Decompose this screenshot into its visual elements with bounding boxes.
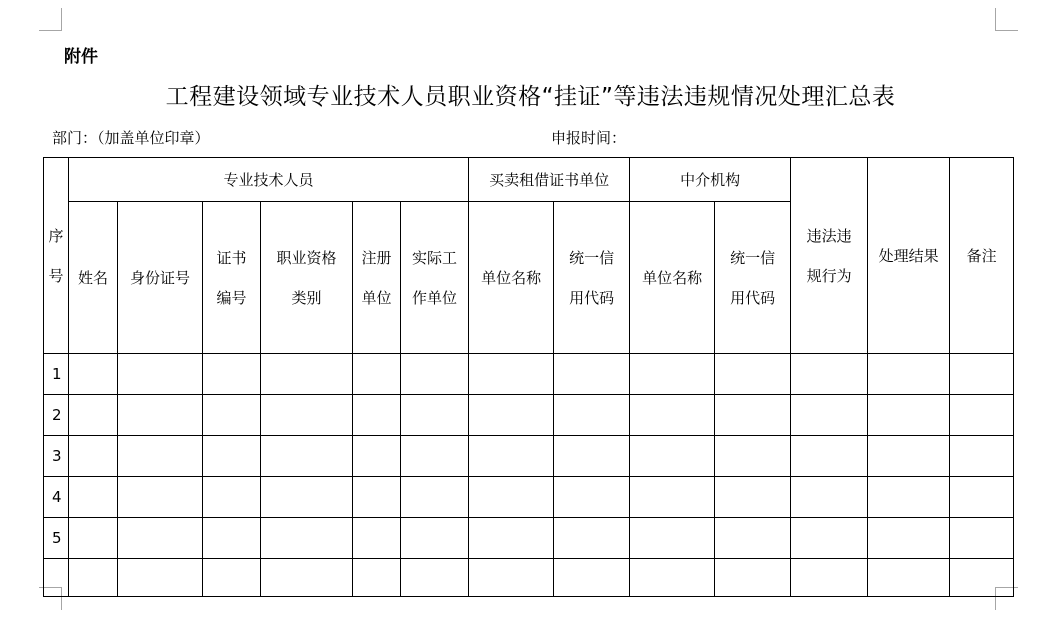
- cell-id-number[interactable]: [118, 395, 203, 436]
- cell-result[interactable]: [868, 559, 950, 597]
- cell-reg-unit[interactable]: [353, 477, 401, 518]
- cell-cert-no[interactable]: [203, 436, 261, 477]
- cell-buyer-unit-name[interactable]: [469, 477, 554, 518]
- cell-reg-unit[interactable]: [353, 354, 401, 395]
- table-row: [44, 354, 1014, 395]
- cell-name[interactable]: [69, 436, 118, 477]
- cell-buyer-credit-code[interactable]: [554, 477, 630, 518]
- header-name: 姓名: [69, 202, 118, 354]
- cell-violation[interactable]: [791, 354, 868, 395]
- row-seq: 4: [44, 477, 69, 518]
- cell-id-number[interactable]: [118, 559, 203, 597]
- cell-agency-unit-name[interactable]: [630, 559, 715, 597]
- cell-reg-unit[interactable]: [353, 559, 401, 597]
- cell-agency-unit-name[interactable]: [630, 477, 715, 518]
- cell-id-number[interactable]: [118, 477, 203, 518]
- cell-id-number[interactable]: [118, 436, 203, 477]
- cell-qual-type[interactable]: [261, 436, 353, 477]
- header-violation: 违法违 规行为: [791, 158, 868, 354]
- cell-agency-unit-name[interactable]: [630, 436, 715, 477]
- crop-mark-top-left: [39, 8, 62, 31]
- header-buyer-credit-code: 统一信 用代码: [554, 202, 630, 354]
- cell-reg-unit[interactable]: [353, 395, 401, 436]
- cell-remark[interactable]: [950, 477, 1014, 518]
- table-row: [44, 559, 1014, 597]
- cell-buyer-unit-name[interactable]: [469, 518, 554, 559]
- header-seq: 序 号: [44, 158, 69, 354]
- cell-result[interactable]: [868, 436, 950, 477]
- cell-remark[interactable]: [950, 395, 1014, 436]
- cell-buyer-unit-name[interactable]: [469, 354, 554, 395]
- header-group-professional-staff: 专业技术人员: [69, 158, 469, 202]
- cell-agency-credit-code[interactable]: [715, 559, 791, 597]
- cell-result[interactable]: [868, 518, 950, 559]
- cell-buyer-unit-name[interactable]: [469, 395, 554, 436]
- cell-cert-no[interactable]: [203, 477, 261, 518]
- summary-table: [43, 157, 1014, 597]
- attachment-label: 附件: [64, 47, 98, 67]
- cell-name[interactable]: [69, 559, 118, 597]
- table-row: [44, 477, 1014, 518]
- table-group-header-row: [44, 158, 1014, 202]
- table-row: [44, 395, 1014, 436]
- cell-agency-unit-name[interactable]: [630, 354, 715, 395]
- cell-qual-type[interactable]: [261, 395, 353, 436]
- cell-qual-type[interactable]: [261, 559, 353, 597]
- department-field: 部门：（加盖单位印章）: [52, 129, 210, 147]
- cell-qual-type[interactable]: [261, 477, 353, 518]
- cell-actual-unit[interactable]: [401, 518, 469, 559]
- cell-actual-unit[interactable]: [401, 436, 469, 477]
- cell-buyer-credit-code[interactable]: [554, 354, 630, 395]
- header-qual-type: 职业资格 类别: [261, 202, 353, 354]
- cell-agency-credit-code[interactable]: [715, 518, 791, 559]
- header-group-intermediary: 中介机构: [630, 158, 791, 202]
- cell-name[interactable]: [69, 518, 118, 559]
- cell-actual-unit[interactable]: [401, 395, 469, 436]
- cell-violation[interactable]: [791, 518, 868, 559]
- cell-agency-credit-code[interactable]: [715, 354, 791, 395]
- cell-violation[interactable]: [791, 559, 868, 597]
- cell-remark[interactable]: [950, 354, 1014, 395]
- header-agency-credit-code: 统一信 用代码: [715, 202, 791, 354]
- cell-name[interactable]: [69, 395, 118, 436]
- cell-cert-no[interactable]: [203, 518, 261, 559]
- cell-buyer-unit-name[interactable]: [469, 436, 554, 477]
- cell-result[interactable]: [868, 354, 950, 395]
- cell-agency-unit-name[interactable]: [630, 395, 715, 436]
- row-seq: [44, 559, 69, 597]
- row-seq: 2: [44, 395, 69, 436]
- header-buyer-unit-name: 单位名称: [469, 202, 554, 354]
- cell-remark[interactable]: [950, 518, 1014, 559]
- cell-actual-unit[interactable]: [401, 354, 469, 395]
- cell-violation[interactable]: [791, 436, 868, 477]
- cell-agency-credit-code[interactable]: [715, 395, 791, 436]
- cell-buyer-credit-code[interactable]: [554, 395, 630, 436]
- row-seq: 3: [44, 436, 69, 477]
- cell-remark[interactable]: [950, 436, 1014, 477]
- row-seq: 5: [44, 518, 69, 559]
- cell-id-number[interactable]: [118, 518, 203, 559]
- cell-result[interactable]: [868, 477, 950, 518]
- cell-buyer-unit-name[interactable]: [469, 559, 554, 597]
- cell-agency-credit-code[interactable]: [715, 477, 791, 518]
- cell-name[interactable]: [69, 354, 118, 395]
- table-row: [44, 518, 1014, 559]
- row-seq: 1: [44, 354, 69, 395]
- document-title: 工程建设领域专业技术人员职业资格“挂证”等违法违规情况处理汇总表: [165, 84, 896, 110]
- cell-actual-unit[interactable]: [401, 559, 469, 597]
- cell-agency-unit-name[interactable]: [630, 518, 715, 559]
- cell-violation[interactable]: [791, 477, 868, 518]
- header-result: 处理结果: [868, 158, 950, 354]
- cell-name[interactable]: [69, 477, 118, 518]
- header-actual-unit: 实际工 作单位: [401, 202, 469, 354]
- header-reg-unit: 注册 单位: [353, 202, 401, 354]
- header-group-certificate-unit: 买卖租借证书单位: [469, 158, 630, 202]
- cell-remark[interactable]: [950, 559, 1014, 597]
- cell-reg-unit[interactable]: [353, 436, 401, 477]
- cell-result[interactable]: [868, 395, 950, 436]
- cell-reg-unit[interactable]: [353, 518, 401, 559]
- table-row: [44, 436, 1014, 477]
- crop-mark-top-right: [995, 8, 1018, 31]
- cell-qual-type[interactable]: [261, 518, 353, 559]
- header-agency-unit-name: 单位名称: [630, 202, 715, 354]
- cell-actual-unit[interactable]: [401, 477, 469, 518]
- cell-buyer-credit-code[interactable]: [554, 436, 630, 477]
- header-remark: 备注: [950, 158, 1014, 354]
- cell-agency-credit-code[interactable]: [715, 436, 791, 477]
- cell-id-number[interactable]: [118, 354, 203, 395]
- header-cert-no: 证书 编号: [203, 202, 261, 354]
- cell-buyer-credit-code[interactable]: [554, 518, 630, 559]
- cell-qual-type[interactable]: [261, 354, 353, 395]
- cell-buyer-credit-code[interactable]: [554, 559, 630, 597]
- cell-violation[interactable]: [791, 395, 868, 436]
- cell-cert-no[interactable]: [203, 395, 261, 436]
- cell-cert-no[interactable]: [203, 559, 261, 597]
- cell-cert-no[interactable]: [203, 354, 261, 395]
- report-time-field: 申报时间：: [551, 129, 627, 147]
- header-id-number: 身份证号: [118, 202, 203, 354]
